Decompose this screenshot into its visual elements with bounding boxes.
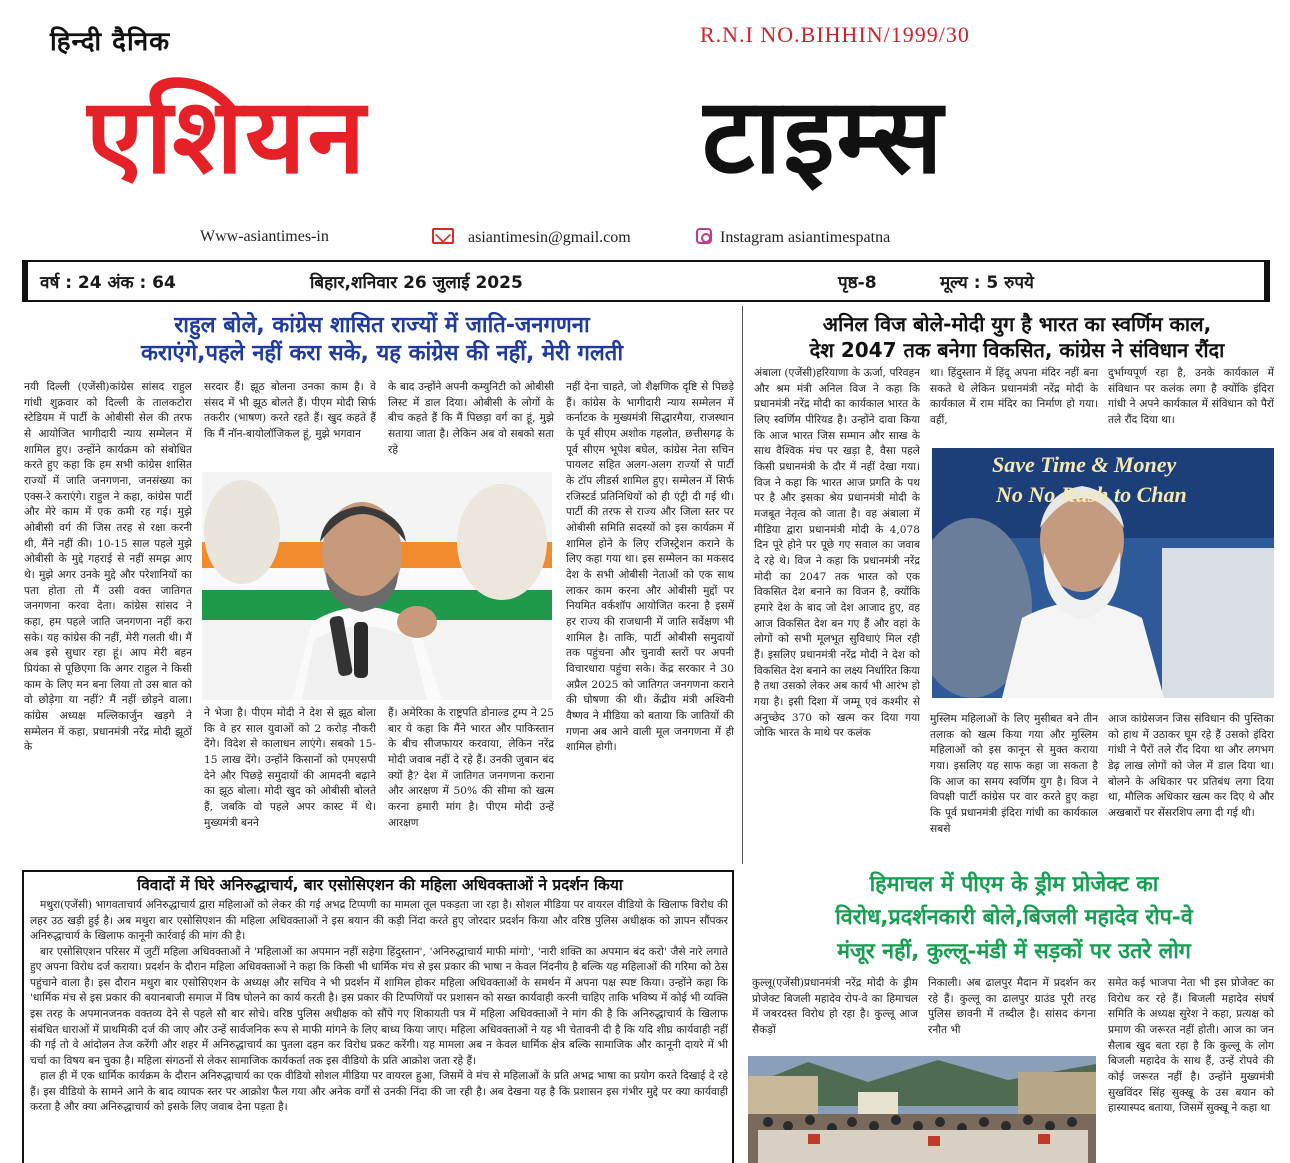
- story1-column-4: नहीं देना चाहते, जो शैक्षणिक दृष्टि से पिछड़े हैं। कांग्रेस के भागीदारी न्याय सम्मेलन में कर्नाटक के मुख्यमंत्री सिद्धारमैया, राजस्थान के पूर्व सीएम अशोक गहलोत, छत्तीसगढ़ के पूर्व सीएम भूपेश बघेल, कांग्रेस नेता सचिन पायलट सहित अलग-अलग राज्यों से पार्टी के टॉप लीडर्स शामिल हुए। सम्मेलन में सिर्फ रजिस्टर्ड प्रतिनिधियों को ही एंट्री दी गई थी। पार्टी की तरफ से राज्य और जिला स्तर पर ओबीसी समिति सदस्यों को इस कार्यक्रम में शामिल होने के लिए रजिस्ट्रेशन कराने के लिए कहा गया था। इस सम्मेलन का मकसद देश के सभी ओबीसी नेताओं को एक साथ लाकर काम करना और ओबीसी मुद्दों पर नियमित वर्कशॉप आयोजित करना है इसमें हर राज्य की राजधानी में जाति सर्वेक्षण भी शामिल है। ताकि, पार्टी ओबीसी समुदायों तक पहुंचना और चुनावी स्तरों पर अपनी विचारधारा पहुंचा सके। केंद्र सरकार ने 30 अप्रैल 2025 को जातिगत जनगणना कराने की घोषणा की थी। केंद्रीय मंत्री अश्विनी वैष्णव ने मीडिया को बताया कि जातियों की गणना अब आने वाली मूल जनगणना में ही शामिल होगी।: [566, 381, 734, 754]
- story2-headline-line1: अनिल विज बोले-मोदी युग है भारत का स्वर्णिम काल,: [822, 312, 1212, 336]
- story1-headline-line1: राहुल बोले, कांग्रेस शासित राज्यों में जाति-जनगणना: [174, 313, 590, 338]
- story3-body: [30, 898, 728, 1163]
- newspaper-tagline: हिन्दी दैनिक: [50, 27, 171, 57]
- instagram-contact[interactable]: [696, 228, 890, 247]
- story2-column-3-top: दुर्भाग्यपूर्ण रहा है, उनके कार्यकाल में संविधान पर कलंक लगा है क्योंकि इंदिरा गांधी ने अपने कार्यकाल में संविधान को पैरों तले रौंद दिया था।: [1108, 367, 1274, 427]
- story1-column-1: नयी दिल्ली (एजेंसी)कांग्रेस सांसद राहुल गांधी शुक्रवार को दिल्ली के तालकटोरा स्टेडियम में पार्टी के ओबीसी सेल की तरफ से आयोजित भागीदारी न्याय सम्मेलन में शामिल हुए। उन्होंने कार्यक्रम को संबोधित करते हुए कहा कि हम सभी कांग्रेस शासित राज्यों में जाति जनगणना, जनसंख्या का एक्स-रे कराएंगे। राहुल ने कहा, कांग्रेस पार्टी और मेरे काम में एक कमी रह गई। मुझे ओबीसी वर्ग की जिस तरह से रक्षा करनी थी, मैंने नहीं की। 10-15 साल पहले मुझे ओबीसी के मुद्दे गहराई से नहीं समझ आए थे। मुझे अगर उनके मुद्दे और परेशानियों का पता होता तो मैं उसी वक्त जातिगत जनगणना करवा देता। कांग्रेस सांसद ने कहा, हम पहले जाति जनगणना नहीं करा सके। यह कांग्रेस की नहीं, मेरी गलती थी। मैं अब इसे सुधार रहा हूं। आप मेरी बहन प्रियंका से पूछिएगा कि अगर राहुल ने किसी काम के लिए मन बना लिया तो उस बात को वो छोड़ेगा या नहीं? मैं नहीं छोड़ने वाला। कांग्रेस अध्यक्ष मल्लिकार्जुन खड़गे ने सम्मेलन में कहा, प्रधानमंत्री नरेंद्र मोदी झूठों के: [24, 381, 192, 754]
- masthead-left: एशियन: [86, 76, 368, 196]
- volume-issue: वर्ष : 24 अंक : 64: [40, 273, 176, 293]
- masthead-right: टाइम्स: [702, 76, 945, 196]
- story1-column-3-top: के बाद उन्होंने अपनी कम्युनिटी को ओबीसी लिस्ट में डाल दिया। ओबीसी के लोगों के बीच कहते हैं कि मैं पिछड़ा वर्ग का हूं, मुझे सताया जाता है। लेकिन अब वो सबको सता रहे: [388, 381, 554, 456]
- story4-headline-line1: हिमाचल में पीएम के ड्रीम प्रोजेक्ट का: [869, 872, 1159, 897]
- story1-column-2-bottom: ने भेजा है। पीएम मोदी ने देश से झूठ बोला कि वे हर साल युवाओं को 2 करोड़ नौकरी देंगे। विदेश से कालाधन लाएंगे। सबको 15-15 लाख देंगे। उन्होंने किसानों को एमएसपी देने और पिछड़े समुदायों की आमदनी बढ़ाने का झूठ बोला। मोदी खुद को ओबीसी बोलते हैं, जबकि वो पहले अपर कास्ट में थे। मुख्यमंत्री बनने: [204, 707, 376, 829]
- price: मूल्य : 5 रुपये: [940, 273, 1034, 293]
- email-text: asiantimesin@gmail.com: [468, 229, 631, 246]
- story2-column-2-top: था। हिंदुस्तान में हिंदू अपना मंदिर नहीं बना सकते थे लेकिन प्रधानमंत्री नरेंद्र मोदी के कार्यकाल में राम मंदिर का निर्माण हो गया। वहीं,: [930, 367, 1098, 427]
- story3-headline[interactable]: विवादों में घिरे अनिरुद्धाचार्य, बार एसोसिएशन की महिला अधिवक्ताओं ने प्रदर्शन किया: [137, 876, 623, 894]
- story4-headline-line3: मंजूर नहीं, कुल्लू-मंडी में सड़कों पर उतरे लोग: [837, 938, 1191, 964]
- rahul-gandhi-photo: [202, 472, 552, 700]
- story3-paragraph-2: बार एसोसिएशन परिसर में जुटीं महिला अधिवक्ताओं ने 'महिलाओं का अपमान नहीं सहेगा हिंदुस्तान', 'अनिरुद्धाचार्य माफी मांगो', 'नारी शक्ति का अपमान बंद करो' जैसे नारे लगाते हुए अपना विरोध दर्ज कराया। प्रदर्शन के दौरान महिला अधिवक्ताओं ने कहा कि किसी भी धार्मिक मंच से इस प्रकार की भाषा न केवल निंदनीय है बल्कि यह महिलाओं की गरिमा को ठेस पहुंचाने वाला है। इस दौरान मथुरा बार एसोसिएशन के अध्यक्ष और सचिव ने भी प्रदर्शन में शामिल होकर महिला अधिवक्ताओं के समर्थन में अपना पक्ष स्पष्ट किया। उन्होंने कहा कि 'धार्मिक मंच से इस प्रकार की बयानबाजी समाज में विष घोलने का कार्य करती है। इस प्रकार की टिप्पणियों पर प्रशासन को सख्त कार्यवाही करनी चाहिए ताकि भविष्य में कोई भी व्यक्ति इस तरह के अपमानजनक वक्तव्य देने से पहले सौ बार सोचे। वरिष्ठ पुलिस अधीक्षक को सौंपे गए शिकायती पत्र में महिला अधिवक्ताओं ने मांग की है कि अनिरुद्धाचार्य के खिलाफ संबंधित धाराओं में प्राथमिकी दर्ज की जाए और उन्हें सार्वजनिक रूप से माफी मांगने के लिए बाध्य किया जाए। महिला अधिवक्ताओं ने यह भी चेतावनी दी है कि यदि शीघ्र कार्यवाही नहीं की गई तो वे आंदोलन तेज करेंगी और शहर में अनिरुद्धाचार्य का पुतला दहन कर विरोध प्रकट करेंगी। यह मामला अब न केवल धार्मिक क्षेत्र बल्कि सामाजिक और कानूनी दायरे में भी चर्चा का विषय बन चुका है। महिला संगठनों से लेकर सामाजिक कार्यकर्ता तक इस वीडियो के प्रति आक्रोश जता रहे हैं।: [30, 945, 728, 1067]
- gmail-icon: [432, 228, 454, 244]
- date-bar: [22, 260, 1270, 302]
- story4-column-2: निकाली। अब ढालपुर मैदान में प्रदर्शन कर रहे हैं। कुल्लू का ढालपुर ग्राउंड पूरी तरह पुलिस छावनी में तब्दील है। सांसद कंगना रनौत भी: [928, 977, 1096, 1037]
- story4-column-1: कुल्लू(एजेंसी)प्रधानमंत्री नरेंद्र मोदी के ड्रीम प्रोजेक्ट बिजली महादेव रोप-वे का हिमाचल में जबरदस्त विरोध हो रहा है। कुल्लू आज सैकड़ों: [752, 977, 918, 1037]
- photo-banner-line2: No No Rush to Chan: [996, 482, 1187, 507]
- website-link[interactable]: Www-asiantimes-in: [200, 228, 329, 245]
- story1-column-2-top: सरदार हैं। झूठ बोलना उनका काम है। वे संसद में भी झूठ बोलते हैं। पीएम मोदी सिर्फ तकरीर (भाषण) करते रहते हैं। खुद कहते हैं कि मैं नॉन-बायोलॉजिकल हूं, मुझे भगवान: [204, 381, 376, 441]
- instagram-icon: [696, 228, 712, 244]
- protest-photo-illustration: [748, 1056, 1096, 1163]
- story2-headline[interactable]: [752, 312, 1282, 363]
- column-divider: [742, 306, 743, 864]
- issue-date: बिहार,शनिवार 26 जुलाई 2025: [310, 273, 523, 293]
- rahul-photo-illustration: [202, 472, 552, 700]
- story2-column-3-bottom: आज कांग्रेसजन जिस संविधान की पुस्तिका को हाथ में उठाकर घूम रहे हैं उसको इंदिरा गांधी ने पैरों तले रौंद दिया था और लगभग डेढ़ लाख लोगों को जेल में डाल दिया था। बोलने के अधिकार पर प्रतिबंध लगा दिया था, मौलिक अधिकार खत्म कर दिए थे और अखबारों पर सेंसरशिप लगा दी गई थी।: [1108, 713, 1274, 820]
- story4-headline[interactable]: [746, 868, 1282, 968]
- story2-column-1: अंबाला (एजेंसी)हरियाणा के ऊर्जा, परिवहन और श्रम मंत्री अनिल विज ने कहा कि प्रधानमंत्री नरेंद्र मोदी का कार्यकाल भारत के लिए स्वर्णिम पीरियड है। उन्होंने दावा किया कि आज भारत जिस सम्मान और साख के साथ वैश्विक मंच पर खड़ा है, वैसा पहले किसी प्रधानमंत्री के दौर में नहीं देखा गया। विज ने कहा कि भारत आज प्रगति के पथ पर है और इसका श्रेय प्रधानमंत्री मोदी के मजबूत नेतृत्व को जाता है। वह अंबाला में मीडिया द्वारा प्रधानमंत्री मोदी के 4,078 दिन पूरे होने पर पूछे गए सवाल का जवाब दे रहे थे। विज ने कहा कि प्रधानमंत्री नरेंद्र मोदी का 2047 तक भारत को एक विकसित देश बनाने का विजन है, क्योंकि हमारे देश के बाद जो देश आजाद हुए, वह आज विकसित देश बन गए हैं और वहां के लोगों को सभी मूलभूत सुविधाएं मिल रही हैं। इसलिए प्रधानमंत्री नरेंद्र मोदी ने देश को विकसित देश बनाने का लक्ष्य निर्धारित किया है तथा उसको लेकर अब कार्य भी आरंभ हो गया है। इसी दिशा में जम्मू एवं कश्मीर से अनुच्छेद 370 को खत्म कर दिया गया जोकि भारत के माथे पर कलंक: [754, 367, 920, 740]
- story1-headline-line2: कराएंगे,पहले नहीं करा सके, यह कांग्रेस की नहीं, मेरी गलती: [140, 341, 624, 367]
- story4-headline-line2: विरोध,प्रदर्शनकारी बोले,बिजली महादेव रोप-वे: [835, 905, 1193, 931]
- story3-paragraph-1: मथुरा(एजेंसी) भागवताचार्य अनिरुद्धाचार्य द्वारा महिलाओं को लेकर की गई अभद्र टिप्पणी का मामला तूल पकड़ता जा रहा है। सोशल मीडिया पर वायरल वीडियो के खिलाफ विरोध की लहर उठ खड़ी हुई है। अब मथुरा बार एसोसिएशन की महिला अधिवक्ताओं ने इस बयान की कड़ी निंदा करते हुए जोरदार प्रदर्शन किया और वरिष्ठ पुलिस अधीक्षक को ज्ञापन सौंपकर अनिरुद्धाचार्य के खिलाफ कानूनी कार्रवाई की मांग की है।: [30, 899, 728, 943]
- story1-headline[interactable]: [30, 312, 734, 368]
- instagram-text: Instagram asiantimespatna: [720, 229, 891, 246]
- story4-column-3: समेत कई भाजपा नेता भी इस प्रोजेक्ट का विरोध कर रहे हैं। बिजली महादेव संघर्ष समिति के अध्यक्ष सुरेश ने कहा, प्रत्यक्ष को प्रमाण की जरूरत नहीं होती। आज का जन सैलाब खुद बता रहा है कि कुल्लू के लोग बिजली महादेव के साथ हैं, उन्हें रोपवे की कोई जरूरत नहीं है। उन्होंने मुख्यमंत्री सुखविंदर सिंह सुक्खू के उस बयान को हास्यास्पद बताया, जिसमें सुक्खू ने कहा था: [1108, 977, 1274, 1115]
- anil-vij-photo: [932, 448, 1274, 698]
- photo-banner-line1: Save Time & Money: [992, 452, 1177, 477]
- email-contact[interactable]: [432, 228, 631, 247]
- protest-photo: [748, 1056, 1096, 1163]
- story3-paragraph-3: हाल ही में एक धार्मिक कार्यक्रम के दौरान अनिरुद्धाचार्य का एक वीडियो सोशल मीडिया पर वायरल हुआ, जिसमें वे मंच से महिलाओं के प्रति अभद्र भाषा का प्रयोग करते दिखाई दे रहे हैं। इस वीडियो के सामने आने के बाद व्यापक स्तर पर आक्रोश फैल गया और अनेक वर्गों से उनकी निंदा की जा रही है। अब देखना यह है कि प्रशासन इस गंभीर मुद्दे पर क्या कार्यवाही करता है और क्या अनिरुद्धाचार्य को इसके लिए जवाब देना पड़ता है।: [30, 1070, 728, 1114]
- rni-number: R.N.I NO.BIHHIN/1999/30: [700, 22, 970, 47]
- story2-headline-line2: देश 2047 तक बनेगा विकसित, कांग्रेस ने संविधान रौंदा: [809, 337, 1225, 362]
- page-number: पृष्ठ-8: [838, 273, 877, 293]
- story1-column-3-bottom: हैं। अमेरिका के राष्ट्रपति डोनाल्ड ट्रम्प ने 25 बार ये कहा कि मैंने भारत और पाकिस्तान के बीच सीजफायर करवाया, लेकिन नरेंद्र मोदी जवाब नहीं दे रहे हैं। उनकी जुबान बंद क्यों है? देश में जातिगत जनगणना कराना और आरक्षण में 50% की सीमा को खत्म करना हमारी मांग है। पीएम मोदी उन्हें आरक्षण: [388, 707, 554, 829]
- story2-column-2-bottom: मुस्लिम महिलाओं के लिए मुसीबत बने तीन तलाक को खत्म किया गया और मुस्लिम महिलाओं को इस कानून से मुक्त कराया गया। इसलिए यह साफ कहा जा सकता है कि आज का समय स्वर्णिम युग है। विज ने विपक्षी पार्टी कांग्रेस पर वार करते हुए कहा कि पूर्व प्रधानमंत्री इंदिरा गांधी का कार्यकाल सबसे: [930, 713, 1098, 835]
